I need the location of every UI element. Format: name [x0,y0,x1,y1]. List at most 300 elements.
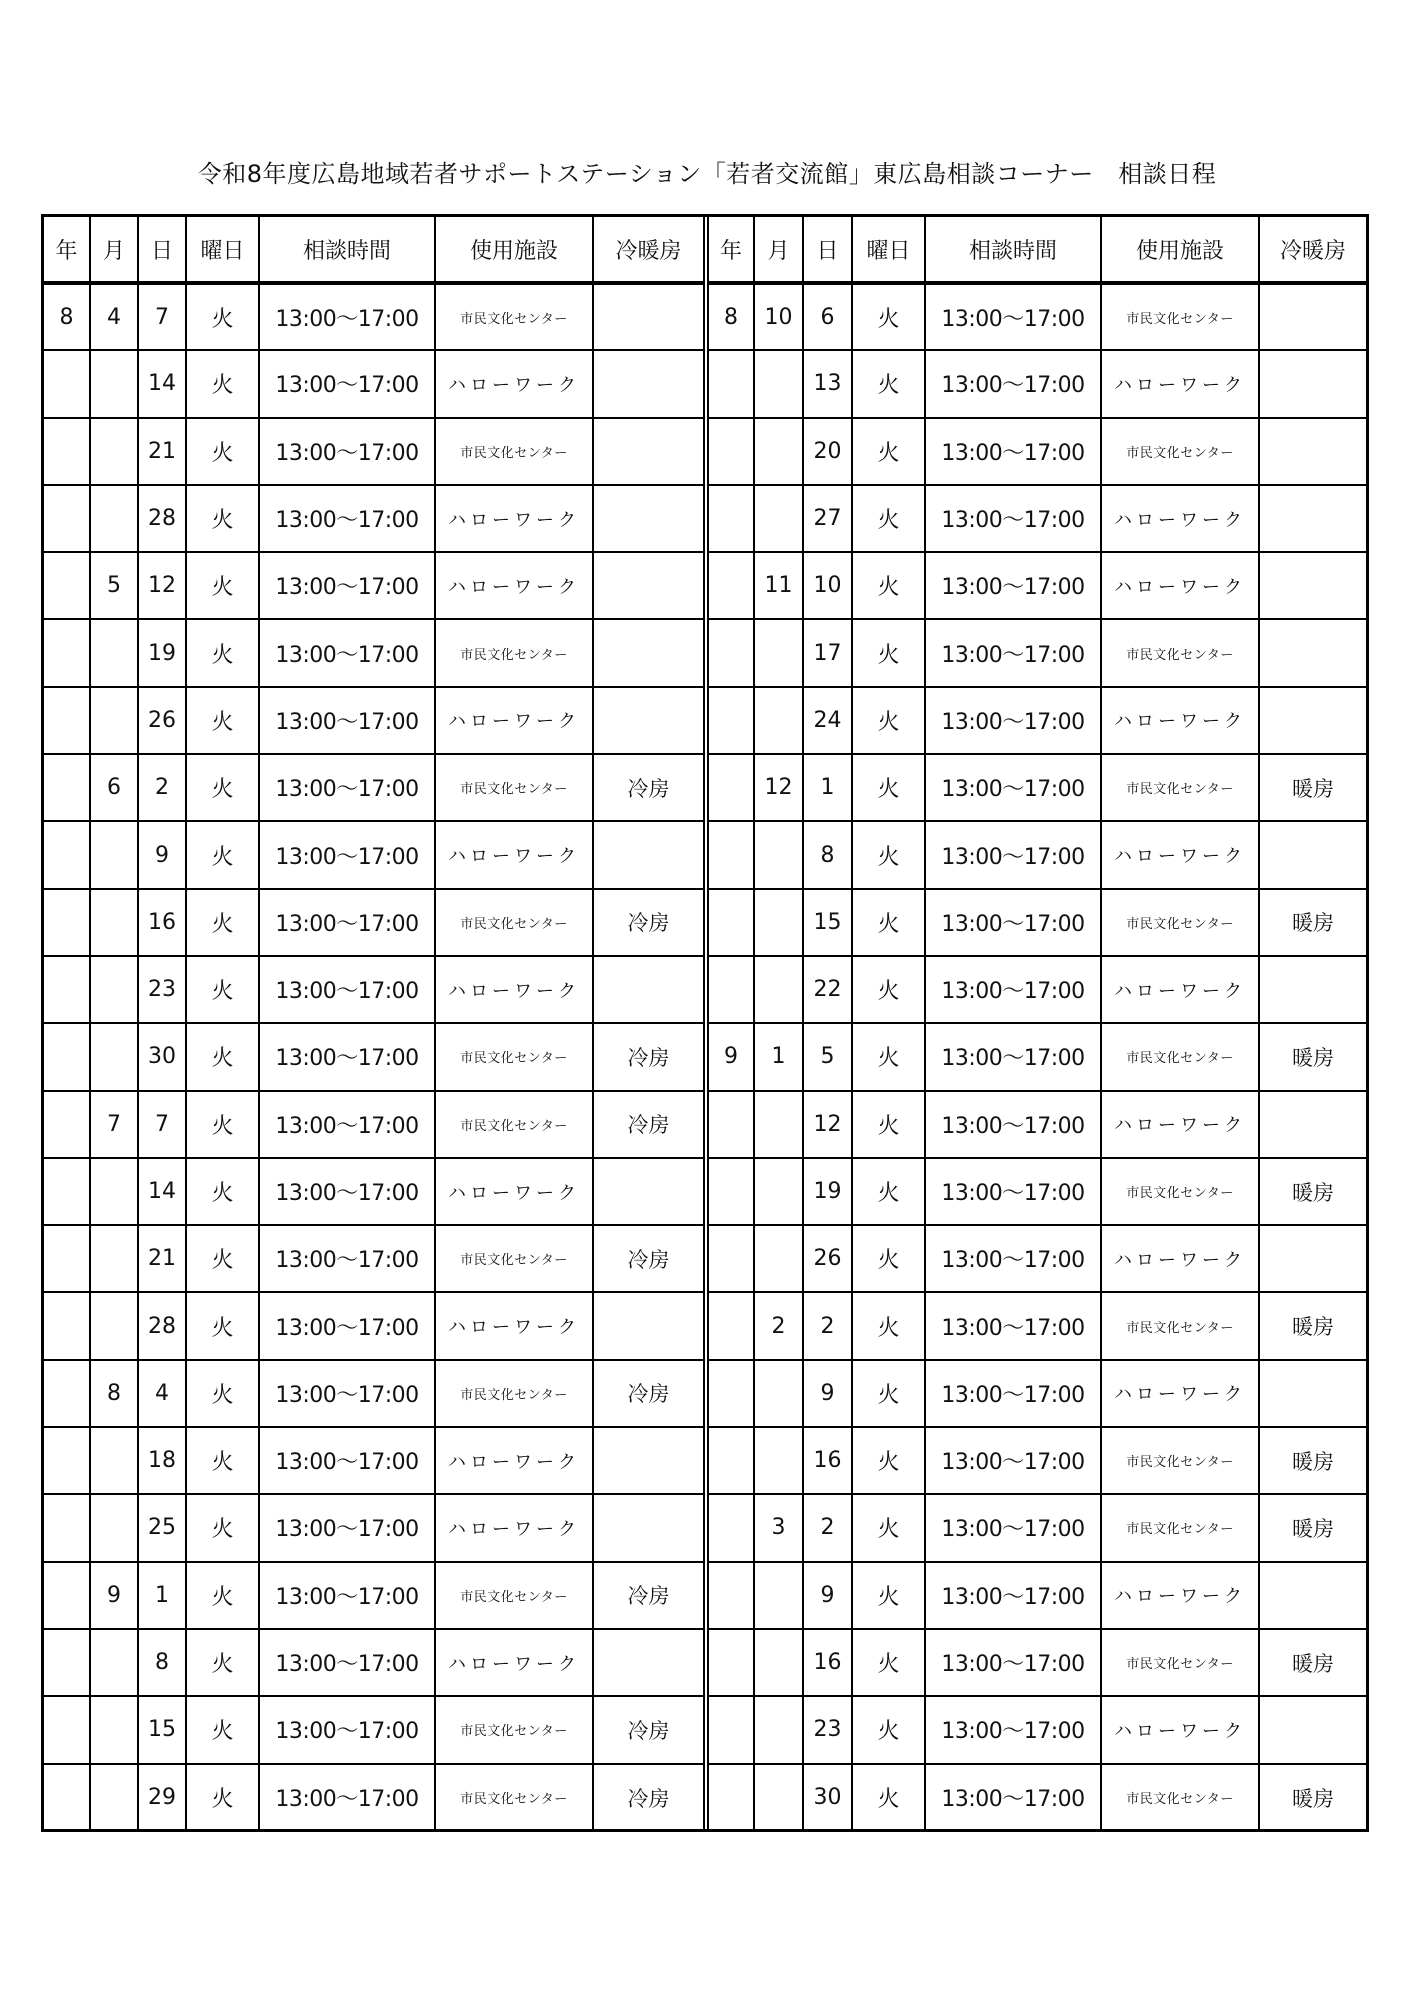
cell-year [709,687,754,754]
cell-month [754,1158,803,1225]
cell-hvac [1259,1562,1366,1629]
cell-month: 4 [90,283,138,350]
table-row [44,1023,703,1090]
cell-hvac: 冷房 [593,1023,703,1090]
cell-facility: 市民文化センター [1101,1629,1259,1696]
cell-year [709,1158,754,1225]
cell-hvac: 暖房 [1259,889,1366,956]
header-day: 日 [803,217,852,283]
cell-weekday: 火 [186,418,259,485]
cell-month [754,350,803,417]
cell-month [90,889,138,956]
schedule-grid-right [709,217,1366,1831]
cell-weekday: 火 [186,1764,259,1831]
cell-facility: 市民文化センター [1101,889,1259,956]
cell-facility: ハローワーク [1101,821,1259,888]
table-row [44,1292,703,1359]
cell-time: 13:00〜17:00 [925,956,1101,1023]
header-month: 月 [754,217,803,283]
cell-day: 2 [803,1494,852,1561]
cell-facility: ハローワーク [1101,552,1259,619]
cell-hvac: 暖房 [1259,1629,1366,1696]
cell-weekday: 火 [852,283,925,350]
cell-time: 13:00〜17:00 [259,350,435,417]
table-row [709,1696,1366,1763]
cell-day: 14 [138,1158,186,1225]
cell-hvac: 冷房 [593,754,703,821]
cell-month [90,1696,138,1763]
header-time: 相談時間 [925,217,1101,283]
cell-weekday: 火 [852,754,925,821]
cell-hvac [593,687,703,754]
cell-time: 13:00〜17:00 [925,1091,1101,1158]
cell-year [44,1427,90,1494]
cell-hvac: 冷房 [593,1764,703,1831]
cell-month: 1 [754,1023,803,1090]
cell-hvac: 暖房 [1259,1494,1366,1561]
cell-hvac: 冷房 [593,1696,703,1763]
cell-weekday: 火 [186,754,259,821]
cell-facility: ハローワーク [435,350,593,417]
header-hvac: 冷暖房 [593,217,703,283]
cell-time: 13:00〜17:00 [259,1427,435,1494]
cell-month: 12 [754,754,803,821]
table-row [44,1427,703,1494]
cell-year [709,350,754,417]
cell-hvac [593,350,703,417]
cell-month: 3 [754,1494,803,1561]
cell-day: 22 [803,956,852,1023]
cell-day: 17 [803,619,852,686]
cell-year [709,485,754,552]
cell-year [44,485,90,552]
table-row [44,283,703,350]
cell-month [90,687,138,754]
cell-day: 25 [138,1494,186,1561]
schedule-table-left [44,217,705,1829]
cell-weekday: 火 [852,956,925,1023]
cell-year [709,552,754,619]
cell-facility: 市民文化センター [1101,754,1259,821]
cell-hvac [593,956,703,1023]
cell-month [90,1158,138,1225]
cell-month: 10 [754,283,803,350]
cell-year [709,1360,754,1427]
cell-month: 11 [754,552,803,619]
table-row [709,283,1366,350]
header-facility: 使用施設 [1101,217,1259,283]
table-row [709,619,1366,686]
cell-facility: ハローワーク [435,485,593,552]
cell-hvac: 冷房 [593,1091,703,1158]
cell-facility: ハローワーク [435,1158,593,1225]
header-weekday: 曜日 [186,217,259,283]
cell-month [90,350,138,417]
cell-hvac [1259,1225,1366,1292]
cell-weekday: 火 [186,1562,259,1629]
cell-weekday: 火 [186,1158,259,1225]
cell-weekday: 火 [852,619,925,686]
cell-hvac [593,1427,703,1494]
cell-day: 5 [803,1023,852,1090]
table-row [709,956,1366,1023]
table-row [44,1360,703,1427]
schedule-table-right [707,217,1366,1829]
table-row [44,687,703,754]
schedule-body-left [44,283,703,1831]
header-time: 相談時間 [259,217,435,283]
cell-time: 13:00〜17:00 [259,1023,435,1090]
table-row [44,956,703,1023]
cell-time: 13:00〜17:00 [259,1494,435,1561]
cell-facility: 市民文化センター [435,1562,593,1629]
cell-time: 13:00〜17:00 [925,754,1101,821]
table-row [709,1562,1366,1629]
cell-weekday: 火 [186,889,259,956]
cell-year [44,1629,90,1696]
cell-month [90,619,138,686]
cell-time: 13:00〜17:00 [925,1696,1101,1763]
table-row [44,821,703,888]
cell-month [754,485,803,552]
cell-hvac: 冷房 [593,1360,703,1427]
cell-facility: ハローワーク [1101,687,1259,754]
cell-weekday: 火 [852,1225,925,1292]
cell-weekday: 火 [186,552,259,619]
cell-year [44,552,90,619]
header-day: 日 [138,217,186,283]
cell-time: 13:00〜17:00 [925,1292,1101,1359]
cell-year [44,1292,90,1359]
cell-day: 19 [803,1158,852,1225]
cell-time: 13:00〜17:00 [925,821,1101,888]
cell-facility: 市民文化センター [1101,418,1259,485]
schedule-grid-left [44,217,703,1831]
cell-year [709,821,754,888]
cell-time: 13:00〜17:00 [259,821,435,888]
cell-weekday: 火 [852,350,925,417]
cell-weekday: 火 [852,1427,925,1494]
cell-weekday: 火 [186,1360,259,1427]
cell-hvac [1259,552,1366,619]
cell-weekday: 火 [852,687,925,754]
cell-year [44,956,90,1023]
cell-time: 13:00〜17:00 [259,552,435,619]
cell-day: 10 [803,552,852,619]
cell-month [754,889,803,956]
cell-time: 13:00〜17:00 [925,889,1101,956]
cell-day: 23 [803,1696,852,1763]
cell-weekday: 火 [852,1562,925,1629]
cell-year [709,1494,754,1561]
cell-hvac [1259,619,1366,686]
cell-month [90,956,138,1023]
cell-day: 6 [803,283,852,350]
cell-time: 13:00〜17:00 [259,418,435,485]
cell-facility: ハローワーク [435,552,593,619]
cell-time: 13:00〜17:00 [259,1696,435,1763]
cell-month [90,1225,138,1292]
cell-hvac [1259,283,1366,350]
cell-facility: 市民文化センター [435,418,593,485]
cell-month [754,418,803,485]
cell-day: 15 [803,889,852,956]
cell-year [709,956,754,1023]
cell-year [44,1494,90,1561]
table-row [709,889,1366,956]
cell-day: 16 [138,889,186,956]
table-row [44,485,703,552]
cell-time: 13:00〜17:00 [925,1427,1101,1494]
cell-hvac [1259,1360,1366,1427]
cell-time: 13:00〜17:00 [259,283,435,350]
header-month: 月 [90,217,138,283]
cell-month: 7 [90,1091,138,1158]
cell-facility: 市民文化センター [435,619,593,686]
cell-year: 8 [44,283,90,350]
cell-hvac: 冷房 [593,1562,703,1629]
cell-day: 29 [138,1764,186,1831]
cell-weekday: 火 [852,485,925,552]
cell-facility: ハローワーク [435,1629,593,1696]
cell-time: 13:00〜17:00 [925,1629,1101,1696]
cell-time: 13:00〜17:00 [925,1562,1101,1629]
table-row [44,1629,703,1696]
cell-month [754,1696,803,1763]
cell-day: 7 [138,1091,186,1158]
cell-facility: 市民文化センター [1101,1023,1259,1090]
header-facility: 使用施設 [435,217,593,283]
cell-month [90,485,138,552]
cell-year: 8 [709,283,754,350]
cell-hvac [1259,485,1366,552]
cell-weekday: 火 [186,283,259,350]
cell-weekday: 火 [852,1292,925,1359]
cell-day: 12 [803,1091,852,1158]
cell-weekday: 火 [186,1427,259,1494]
cell-time: 13:00〜17:00 [259,619,435,686]
cell-hvac [593,418,703,485]
cell-month: 2 [754,1292,803,1359]
cell-weekday: 火 [186,1292,259,1359]
cell-month [90,1292,138,1359]
cell-month [90,1764,138,1831]
cell-hvac [1259,1696,1366,1763]
cell-weekday: 火 [852,1494,925,1561]
header-year: 年 [709,217,754,283]
cell-day: 7 [138,283,186,350]
table-row [44,1494,703,1561]
table-row [709,1225,1366,1292]
cell-day: 9 [803,1360,852,1427]
cell-year [709,889,754,956]
cell-month [90,821,138,888]
cell-time: 13:00〜17:00 [259,485,435,552]
table-row [709,485,1366,552]
table-row [709,1360,1366,1427]
cell-weekday: 火 [186,687,259,754]
cell-day: 30 [803,1764,852,1831]
header-weekday: 曜日 [852,217,925,283]
schedule-body-right [709,283,1366,1831]
cell-weekday: 火 [852,1764,925,1831]
cell-facility: 市民文化センター [1101,1292,1259,1359]
cell-hvac [1259,1091,1366,1158]
cell-hvac [593,485,703,552]
table-row [709,1158,1366,1225]
table-row [44,418,703,485]
cell-month [754,1427,803,1494]
cell-facility: 市民文化センター [1101,619,1259,686]
cell-hvac [1259,956,1366,1023]
cell-year [709,754,754,821]
cell-day: 18 [138,1427,186,1494]
cell-facility: 市民文化センター [435,1360,593,1427]
cell-day: 1 [138,1562,186,1629]
table-row [44,619,703,686]
cell-time: 13:00〜17:00 [925,1764,1101,1831]
table-row [44,1764,703,1831]
cell-weekday: 火 [852,1696,925,1763]
cell-year [44,687,90,754]
cell-day: 27 [803,485,852,552]
cell-day: 2 [138,754,186,821]
cell-day: 15 [138,1696,186,1763]
cell-hvac [1259,418,1366,485]
cell-month [754,1562,803,1629]
page-title: 令和8年度広島地域若者サポートステーション「若者交流館」東広島相談コーナー 相談日程 [197,160,1217,188]
cell-weekday: 火 [186,1023,259,1090]
cell-year [709,1696,754,1763]
cell-time: 13:00〜17:00 [259,1091,435,1158]
cell-weekday: 火 [852,1629,925,1696]
cell-year [44,1023,90,1090]
cell-month [90,1427,138,1494]
cell-weekday: 火 [186,1494,259,1561]
cell-facility: ハローワーク [1101,1360,1259,1427]
table-row [709,1764,1366,1831]
header-row [709,217,1366,283]
cell-hvac: 暖房 [1259,1023,1366,1090]
cell-year [709,1225,754,1292]
cell-month [754,956,803,1023]
cell-time: 13:00〜17:00 [259,1225,435,1292]
cell-time: 13:00〜17:00 [259,956,435,1023]
cell-hvac [1259,350,1366,417]
cell-time: 13:00〜17:00 [925,283,1101,350]
cell-hvac [593,283,703,350]
table-row [44,889,703,956]
cell-year [44,1764,90,1831]
cell-weekday: 火 [186,1629,259,1696]
cell-day: 28 [138,1292,186,1359]
cell-day: 30 [138,1023,186,1090]
cell-month [754,1764,803,1831]
cell-time: 13:00〜17:00 [925,1360,1101,1427]
cell-month: 9 [90,1562,138,1629]
cell-facility: ハローワーク [435,687,593,754]
cell-facility: ハローワーク [435,1494,593,1561]
cell-weekday: 火 [186,1225,259,1292]
cell-year [44,821,90,888]
cell-year [44,1360,90,1427]
cell-day: 26 [803,1225,852,1292]
cell-hvac [1259,687,1366,754]
cell-day: 12 [138,552,186,619]
cell-time: 13:00〜17:00 [259,1292,435,1359]
cell-month: 5 [90,552,138,619]
cell-facility: 市民文化センター [1101,283,1259,350]
cell-hvac: 暖房 [1259,754,1366,821]
cell-facility: ハローワーク [435,1292,593,1359]
table-row [709,754,1366,821]
header-hvac: 冷暖房 [1259,217,1366,283]
cell-time: 13:00〜17:00 [259,889,435,956]
cell-time: 13:00〜17:00 [259,1158,435,1225]
table-row [709,418,1366,485]
cell-weekday: 火 [186,485,259,552]
cell-facility: 市民文化センター [1101,1427,1259,1494]
cell-facility: 市民文化センター [435,1225,593,1292]
cell-weekday: 火 [186,350,259,417]
cell-month [90,1023,138,1090]
cell-month [754,821,803,888]
cell-facility: 市民文化センター [1101,1764,1259,1831]
cell-year [709,1764,754,1831]
cell-time: 13:00〜17:00 [259,687,435,754]
cell-hvac: 暖房 [1259,1158,1366,1225]
cell-hvac [593,821,703,888]
cell-day: 4 [138,1360,186,1427]
cell-hvac: 暖房 [1259,1427,1366,1494]
cell-facility: 市民文化センター [435,283,593,350]
table-row [709,1091,1366,1158]
cell-day: 19 [138,619,186,686]
cell-facility: 市民文化センター [435,1764,593,1831]
cell-time: 13:00〜17:00 [259,1562,435,1629]
cell-day: 2 [803,1292,852,1359]
cell-weekday: 火 [852,821,925,888]
cell-time: 13:00〜17:00 [925,687,1101,754]
cell-year [44,889,90,956]
cell-month [90,418,138,485]
table-row [709,1292,1366,1359]
cell-facility: ハローワーク [1101,350,1259,417]
cell-day: 13 [803,350,852,417]
cell-day: 21 [138,418,186,485]
cell-month: 8 [90,1360,138,1427]
table-row [44,552,703,619]
cell-facility: 市民文化センター [435,754,593,821]
cell-day: 14 [138,350,186,417]
table-row [44,754,703,821]
header-row [44,217,703,283]
cell-month [754,1360,803,1427]
cell-hvac [1259,821,1366,888]
table-row [44,1091,703,1158]
cell-facility: ハローワーク [1101,956,1259,1023]
cell-time: 13:00〜17:00 [259,1764,435,1831]
table-row [709,1629,1366,1696]
table-row [44,1696,703,1763]
cell-time: 13:00〜17:00 [925,1494,1101,1561]
cell-facility: ハローワーク [1101,485,1259,552]
cell-weekday: 火 [852,552,925,619]
cell-hvac: 暖房 [1259,1292,1366,1359]
cell-facility: 市民文化センター [435,1696,593,1763]
cell-month: 6 [90,754,138,821]
cell-day: 16 [803,1427,852,1494]
